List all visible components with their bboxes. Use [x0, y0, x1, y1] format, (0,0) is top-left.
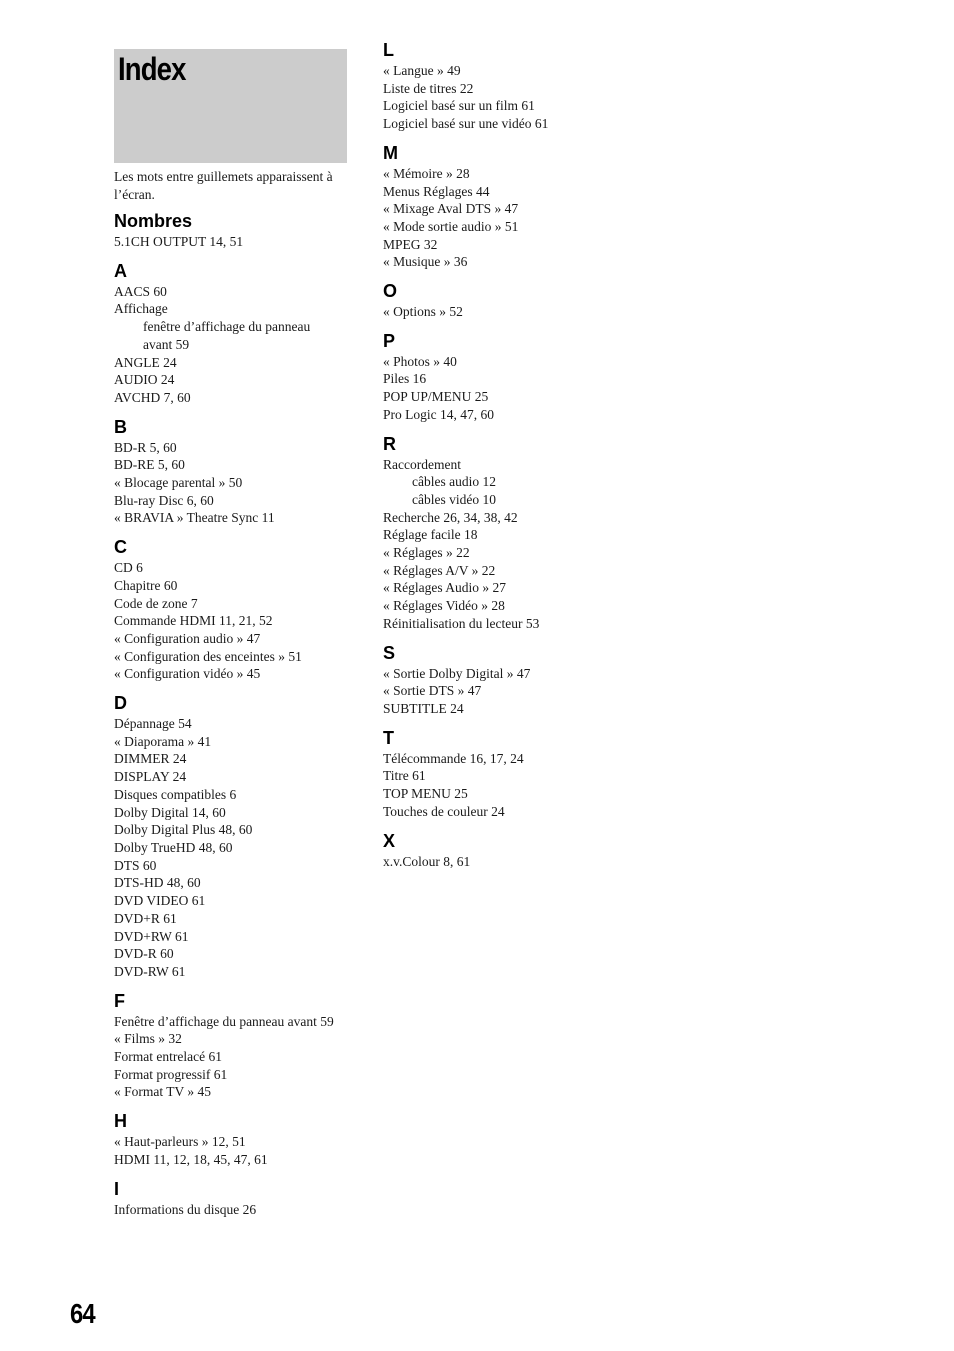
index-entry: POP UP/MENU 25: [383, 389, 489, 405]
index-entry: Recherche 26, 34, 38, 42: [383, 509, 518, 525]
index-section: [114, 989, 354, 1102]
index-entry: Dolby TrueHD 48, 60: [114, 839, 233, 855]
index-entry: « Mode sortie audio » 51: [383, 218, 519, 234]
section-heading: O: [383, 281, 398, 302]
entry-list: [383, 303, 623, 321]
index-entry: Blu-ray Disc 6, 60: [114, 492, 214, 508]
index-entry: câbles vidéo 10: [412, 491, 496, 507]
entry-list: [383, 353, 623, 424]
section-heading: B: [114, 416, 127, 437]
section-heading: C: [114, 537, 127, 558]
index-entry: « Photos » 40: [383, 353, 457, 369]
entry-list: [114, 283, 354, 407]
index-entry: x.v.Colour 8, 61: [383, 853, 471, 869]
index-entry: DVD+R 61: [114, 910, 177, 926]
index-section: [114, 535, 354, 683]
index-entry: « Mémoire » 28: [383, 165, 470, 181]
index-entry: BD-RE 5, 60: [114, 457, 185, 473]
index-section: [114, 209, 354, 251]
index-entry: Liste de titres 22: [383, 80, 474, 96]
index-entry: DISPLAY 24: [114, 769, 187, 785]
index-entry: « Blocage parental » 50: [114, 475, 243, 491]
index-entry: Réinitialisation du lecteur 53: [383, 615, 540, 631]
entry-list: [114, 715, 354, 981]
index-section: [114, 691, 354, 981]
index-entry: Dépannage 54: [114, 716, 192, 732]
section-heading: H: [114, 1111, 127, 1132]
index-entry: Raccordement: [383, 456, 461, 472]
section-heading: R: [383, 433, 396, 454]
index-entry: « Configuration vidéo » 45: [114, 666, 261, 682]
index-entry: Dolby Digital Plus 48, 60: [114, 822, 253, 838]
index-entry: Dolby Digital 14, 60: [114, 804, 226, 820]
index-entry: 5.1CH OUTPUT 14, 51: [114, 234, 244, 249]
entry-list: [383, 165, 623, 271]
index-entry: MPEG 32: [383, 236, 438, 252]
page-number: 64: [70, 1298, 95, 1329]
index-entry: « Réglages Audio » 27: [383, 580, 506, 596]
index-entry: DVD VIDEO 61: [114, 893, 206, 909]
index-entry: HDMI 11, 12, 18, 45, 47, 61: [114, 1151, 268, 1167]
section-heading: L: [383, 40, 394, 60]
section-heading: P: [383, 330, 396, 351]
index-entry: Format entrelacé 61: [114, 1049, 222, 1065]
index-entry: « Haut-parleurs » 12, 51: [114, 1134, 246, 1150]
index-entry: « Configuration des enceintes » 51: [114, 648, 302, 664]
section-heading: S: [383, 642, 396, 663]
index-entry: Titre 61: [383, 768, 426, 784]
section-heading: F: [114, 990, 125, 1011]
index-entry: DTS 60: [114, 857, 157, 873]
section-heading: T: [383, 727, 394, 748]
section-heading: M: [383, 142, 398, 163]
index-entry: Fenêtre d’affichage du panneau avant 59: [114, 1013, 334, 1029]
index-entry: « Format TV » 45: [114, 1084, 212, 1100]
index-entry: « Réglages A/V » 22: [383, 562, 496, 578]
section-heading: I: [114, 1178, 120, 1199]
index-column-right: [383, 38, 623, 878]
index-entry: « Films » 32: [114, 1031, 182, 1047]
index-entry: Commande HDMI 11, 21, 52: [114, 613, 273, 629]
entry-list: [114, 559, 354, 683]
index-entry: « Mixage Aval DTS » 47: [383, 201, 519, 217]
entry-list: [383, 665, 623, 718]
index-column-left: [114, 168, 354, 1226]
index-entry: Informations du disque 26: [114, 1201, 257, 1217]
index-entry: CD 6: [114, 560, 143, 576]
index-entry: « BRAVIA » Theatre Sync 11: [114, 510, 275, 526]
index-entry: Réglage facile 18: [383, 527, 478, 543]
index-entry: BD-R 5, 60: [114, 439, 177, 455]
index-entry: Pro Logic 14, 47, 60: [383, 406, 494, 422]
index-section: [114, 1177, 354, 1219]
index-section: [114, 259, 354, 407]
index-entry: Chapitre 60: [114, 577, 178, 593]
index-entry: Affichage: [114, 301, 168, 317]
entry-list: [383, 62, 623, 133]
index-entry: SUBTITLE 24: [383, 700, 464, 716]
index-entry: « Langue » 49: [383, 63, 461, 78]
index-entry: TOP MENU 25: [383, 786, 468, 802]
index-entry: Format progressif 61: [114, 1066, 228, 1082]
index-entry: DVD-RW 61: [114, 963, 186, 979]
entry-list: [114, 1201, 354, 1219]
entry-list: [114, 439, 354, 528]
page-title: Index: [118, 51, 186, 87]
index-section: [383, 329, 623, 424]
entry-list: [383, 456, 623, 633]
index-entry: Logiciel basé sur une vidéo 61: [383, 116, 549, 132]
section-heading: X: [383, 830, 396, 851]
index-entry: avant 59: [143, 336, 190, 352]
section-heading: D: [114, 693, 127, 714]
entry-list: [114, 1133, 354, 1168]
index-section: [383, 38, 623, 133]
index-entry: DVD-R 60: [114, 946, 174, 962]
index-entry: « Réglages Vidéo » 28: [383, 598, 505, 614]
entry-list: [383, 750, 623, 821]
index-entry: « Sortie DTS » 47: [383, 683, 482, 699]
index-entry: DIMMER 24: [114, 751, 187, 767]
index-section: [114, 415, 354, 528]
index-entry: Code de zone 7: [114, 595, 198, 611]
index-entry: « Options » 52: [383, 304, 463, 320]
index-entry: Logiciel basé sur un film 61: [383, 98, 535, 114]
index-entry: Menus Réglages 44: [383, 183, 490, 199]
index-entry: fenêtre d’affichage du panneau: [143, 319, 311, 335]
index-entry: Disques compatibles 6: [114, 786, 237, 802]
index-entry: Piles 16: [383, 371, 427, 387]
index-section: [383, 726, 623, 821]
entry-list: [383, 853, 623, 871]
index-entry: « Sortie Dolby Digital » 47: [383, 665, 531, 681]
section-heading: A: [114, 260, 127, 281]
index-section: [114, 1109, 354, 1168]
index-entry: DVD+RW 61: [114, 928, 189, 944]
index-section: [383, 641, 623, 718]
index-entry: « Diaporama » 41: [114, 733, 212, 749]
index-section: [383, 279, 623, 321]
entry-list: [114, 1013, 354, 1102]
index-section: [383, 829, 623, 871]
index-entry: Télécommande 16, 17, 24: [383, 750, 524, 766]
index-section: [383, 141, 623, 271]
index-entry: AACS 60: [114, 283, 167, 299]
index-entry: « Configuration audio » 47: [114, 630, 261, 646]
index-entry: « Réglages » 22: [383, 545, 470, 561]
entry-list: [114, 233, 354, 251]
index-entry: AVCHD 7, 60: [114, 389, 191, 405]
index-entry: « Musique » 36: [383, 254, 468, 270]
index-entry: ANGLE 24: [114, 354, 177, 370]
section-heading: Nombres: [114, 211, 193, 231]
intro-text: Les mots entre guillemets apparaissent à l’écran.: [114, 169, 333, 202]
index-entry: Touches de couleur 24: [383, 803, 505, 819]
index-section: [383, 432, 623, 633]
index-title-box: [114, 49, 347, 163]
index-entry: AUDIO 24: [114, 372, 175, 388]
index-entry: DTS-HD 48, 60: [114, 875, 201, 891]
index-entry: câbles audio 12: [412, 474, 496, 490]
